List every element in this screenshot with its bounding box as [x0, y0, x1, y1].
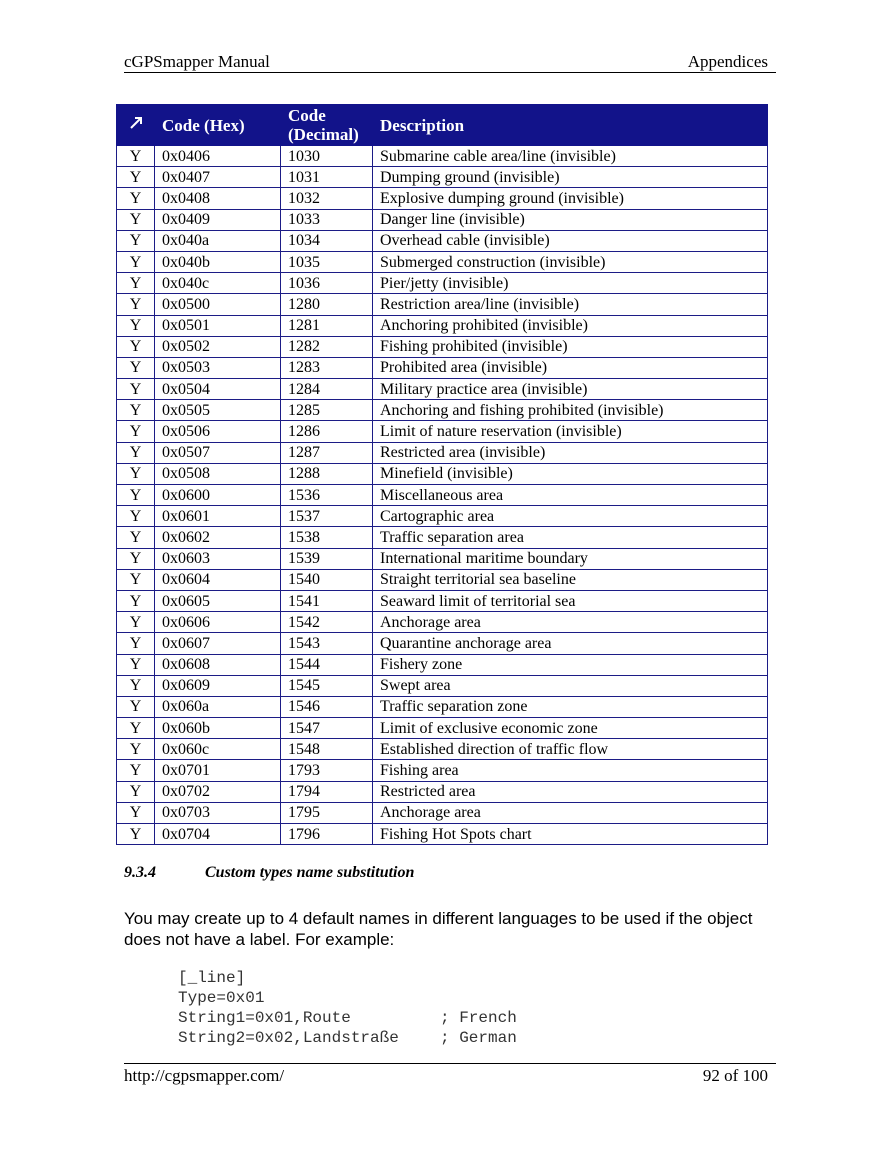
code-decimal-cell: 1539 [281, 548, 373, 569]
table-row [117, 379, 768, 400]
table-row [117, 696, 768, 717]
description-cell: Restriction area/line (invisible) [373, 294, 768, 315]
table-row [117, 273, 768, 294]
page-footer [124, 1063, 776, 1088]
code-text: [_line] [178, 969, 246, 987]
flag-cell: Y [117, 188, 155, 209]
description-cell: Anchoring and fishing prohibited (invisible) [373, 400, 768, 421]
code-hex-cell: 0x0703 [155, 802, 281, 823]
flag-cell: Y [117, 824, 155, 845]
code-hex-cell: 0x0704 [155, 824, 281, 845]
code-decimal-cell: 1537 [281, 506, 373, 527]
description-cell: Prohibited area (invisible) [373, 357, 768, 378]
table-row [117, 739, 768, 760]
code-decimal-cell: 1286 [281, 421, 373, 442]
code-decimal-cell: 1540 [281, 569, 373, 590]
flag-cell: Y [117, 167, 155, 188]
flag-cell: Y [117, 485, 155, 506]
code-line [178, 968, 517, 988]
description-cell: Anchoring prohibited (invisible) [373, 315, 768, 336]
code-hex-cell: 0x0408 [155, 188, 281, 209]
table-row [117, 569, 768, 590]
flag-cell: Y [117, 612, 155, 633]
description-cell: Restricted area (invisible) [373, 442, 768, 463]
code-decimal-cell: 1030 [281, 146, 373, 167]
code-hex-cell: 0x0506 [155, 421, 281, 442]
code-hex-cell: 0x0600 [155, 485, 281, 506]
table-row [117, 781, 768, 802]
code-decimal-cell: 1282 [281, 336, 373, 357]
code-hex-cell: 0x0406 [155, 146, 281, 167]
description-cell: Traffic separation area [373, 527, 768, 548]
code-text: String2=0x02,Landstraße [178, 1029, 399, 1047]
code-decimal-cell: 1280 [281, 294, 373, 315]
table-row [117, 188, 768, 209]
table-row [117, 633, 768, 654]
description-cell: Seaward limit of territorial sea [373, 590, 768, 611]
flag-cell: Y [117, 696, 155, 717]
header-code-decimal-line2: (Decimal) [288, 125, 359, 144]
code-hex-cell: 0x0605 [155, 590, 281, 611]
code-text: Type=0x01 [178, 989, 265, 1007]
description-cell: Military practice area (invisible) [373, 379, 768, 400]
header-code-hex: Code (Hex) [155, 105, 281, 146]
code-decimal-cell: 1793 [281, 760, 373, 781]
description-cell: Dumping ground (invisible) [373, 167, 768, 188]
table-row [117, 463, 768, 484]
code-decimal-cell: 1544 [281, 654, 373, 675]
description-cell: Overhead cable (invisible) [373, 230, 768, 251]
flag-cell: Y [117, 781, 155, 802]
flag-cell: Y [117, 315, 155, 336]
flag-cell: Y [117, 421, 155, 442]
code-decimal-cell: 1031 [281, 167, 373, 188]
code-hex-cell: 0x0601 [155, 506, 281, 527]
code-decimal-cell: 1034 [281, 230, 373, 251]
table-row [117, 230, 768, 251]
table-row [117, 675, 768, 696]
code-hex-cell: 0x060a [155, 696, 281, 717]
code-hex-cell: 0x0407 [155, 167, 281, 188]
description-cell: Fishing prohibited (invisible) [373, 336, 768, 357]
body-paragraph: You may create up to 4 default names in different languages to be used if the object does not have a label. For example: [124, 909, 753, 949]
table-row [117, 315, 768, 336]
table-row [117, 527, 768, 548]
table-row [117, 209, 768, 230]
code-hex-cell: 0x0501 [155, 315, 281, 336]
flag-cell: Y [117, 802, 155, 823]
table-row [117, 167, 768, 188]
table-row [117, 146, 768, 167]
description-cell: Cartographic area [373, 506, 768, 527]
code-decimal-cell: 1546 [281, 696, 373, 717]
description-cell: Anchorage area [373, 612, 768, 633]
code-hex-cell: 0x0607 [155, 633, 281, 654]
flag-cell: Y [117, 294, 155, 315]
code-decimal-cell: 1543 [281, 633, 373, 654]
table-row [117, 590, 768, 611]
code-decimal-cell: 1283 [281, 357, 373, 378]
description-cell: Minefield (invisible) [373, 463, 768, 484]
flag-cell: Y [117, 506, 155, 527]
flag-cell: Y [117, 739, 155, 760]
code-comment: ; German [440, 1029, 517, 1047]
code-hex-cell: 0x0505 [155, 400, 281, 421]
flag-cell: Y [117, 675, 155, 696]
flag-cell: Y [117, 230, 155, 251]
flag-cell: Y [117, 548, 155, 569]
flag-cell: Y [117, 527, 155, 548]
flag-cell: Y [117, 357, 155, 378]
code-hex-cell: 0x060c [155, 739, 281, 760]
code-decimal-cell: 1796 [281, 824, 373, 845]
code-hex-cell: 0x0602 [155, 527, 281, 548]
description-cell: Fishing Hot Spots chart [373, 824, 768, 845]
code-hex-cell: 0x0507 [155, 442, 281, 463]
code-decimal-cell: 1547 [281, 718, 373, 739]
code-hex-cell: 0x0701 [155, 760, 281, 781]
description-cell: Swept area [373, 675, 768, 696]
footer-url: http://cgpsmapper.com/ [124, 1066, 285, 1085]
code-decimal-cell: 1036 [281, 273, 373, 294]
code-hex-cell: 0x0508 [155, 463, 281, 484]
code-hex-cell: 0x060b [155, 718, 281, 739]
code-decimal-cell: 1545 [281, 675, 373, 696]
flag-cell: Y [117, 251, 155, 272]
description-cell: Established direction of traffic flow [373, 739, 768, 760]
page-header [124, 52, 776, 73]
header-code-decimal-line1: Code [288, 106, 326, 125]
code-comment: ; French [440, 1009, 517, 1027]
code-hex-cell: 0x040b [155, 251, 281, 272]
header-code-decimal [281, 105, 373, 146]
code-hex-cell: 0x0606 [155, 612, 281, 633]
code-line [178, 1008, 517, 1028]
code-decimal-cell: 1287 [281, 442, 373, 463]
table-row [117, 357, 768, 378]
flag-cell: Y [117, 654, 155, 675]
section-heading [124, 864, 414, 882]
type-codes-table [116, 104, 768, 845]
table-row [117, 294, 768, 315]
table-row [117, 400, 768, 421]
arrow-icon [128, 115, 144, 131]
description-cell: Limit of exclusive economic zone [373, 718, 768, 739]
code-hex-cell: 0x0603 [155, 548, 281, 569]
page-number: 92 of 100 [702, 1066, 768, 1085]
table-row [117, 612, 768, 633]
code-hex-cell: 0x0500 [155, 294, 281, 315]
code-hex-cell: 0x040a [155, 230, 281, 251]
table-row [117, 824, 768, 845]
header-description: Description [373, 105, 768, 146]
code-hex-cell: 0x0608 [155, 654, 281, 675]
flag-cell: Y [117, 146, 155, 167]
table-row [117, 442, 768, 463]
flag-cell: Y [117, 273, 155, 294]
flag-cell: Y [117, 718, 155, 739]
code-decimal-cell: 1285 [281, 400, 373, 421]
code-example [178, 968, 517, 1048]
description-cell: Traffic separation zone [373, 696, 768, 717]
manual-title: cGPSmapper Manual [124, 52, 270, 71]
code-line [178, 1028, 517, 1048]
code-hex-cell: 0x0504 [155, 379, 281, 400]
table-row [117, 421, 768, 442]
table-row [117, 802, 768, 823]
code-line [178, 988, 517, 1008]
flag-cell: Y [117, 569, 155, 590]
description-cell: Pier/jetty (invisible) [373, 273, 768, 294]
code-decimal-cell: 1281 [281, 315, 373, 336]
flag-cell: Y [117, 442, 155, 463]
description-cell: Danger line (invisible) [373, 209, 768, 230]
code-decimal-cell: 1032 [281, 188, 373, 209]
table-row [117, 485, 768, 506]
code-decimal-cell: 1288 [281, 463, 373, 484]
section-name: Appendices [687, 52, 768, 71]
flag-cell: Y [117, 760, 155, 781]
code-decimal-cell: 1542 [281, 612, 373, 633]
description-cell: Anchorage area [373, 802, 768, 823]
description-cell: Submarine cable area/line (invisible) [373, 146, 768, 167]
code-decimal-cell: 1538 [281, 527, 373, 548]
flag-cell: Y [117, 590, 155, 611]
flag-cell: Y [117, 400, 155, 421]
description-cell: Fishery zone [373, 654, 768, 675]
section-number: 9.3.4 [124, 864, 156, 881]
code-hex-cell: 0x0604 [155, 569, 281, 590]
table-row [117, 718, 768, 739]
code-hex-cell: 0x0702 [155, 781, 281, 802]
description-cell: Submerged construction (invisible) [373, 251, 768, 272]
table-row [117, 506, 768, 527]
code-hex-cell: 0x0503 [155, 357, 281, 378]
description-cell: Limit of nature reservation (invisible) [373, 421, 768, 442]
code-decimal-cell: 1795 [281, 802, 373, 823]
table-body [117, 146, 768, 845]
description-cell: Fishing area [373, 760, 768, 781]
flag-cell: Y [117, 463, 155, 484]
description-cell: Explosive dumping ground (invisible) [373, 188, 768, 209]
table-row [117, 251, 768, 272]
code-decimal-cell: 1541 [281, 590, 373, 611]
description-cell: Restricted area [373, 781, 768, 802]
section-title: Custom types name substitution [205, 864, 415, 881]
table-row [117, 760, 768, 781]
code-decimal-cell: 1284 [281, 379, 373, 400]
code-decimal-cell: 1794 [281, 781, 373, 802]
flag-cell: Y [117, 633, 155, 654]
description-cell: Straight territorial sea baseline [373, 569, 768, 590]
table-row [117, 336, 768, 357]
code-text: String1=0x01,Route [178, 1009, 351, 1027]
table-row [117, 548, 768, 569]
code-hex-cell: 0x0409 [155, 209, 281, 230]
table-header-row [117, 105, 768, 146]
description-cell: Miscellaneous area [373, 485, 768, 506]
flag-cell: Y [117, 336, 155, 357]
header-arrow-cell [117, 105, 155, 146]
table-row [117, 654, 768, 675]
code-hex-cell: 0x040c [155, 273, 281, 294]
code-hex-cell: 0x0609 [155, 675, 281, 696]
description-cell: Quarantine anchorage area [373, 633, 768, 654]
code-decimal-cell: 1035 [281, 251, 373, 272]
code-decimal-cell: 1536 [281, 485, 373, 506]
code-hex-cell: 0x0502 [155, 336, 281, 357]
description-cell: International maritime boundary [373, 548, 768, 569]
code-decimal-cell: 1548 [281, 739, 373, 760]
flag-cell: Y [117, 379, 155, 400]
code-decimal-cell: 1033 [281, 209, 373, 230]
flag-cell: Y [117, 209, 155, 230]
